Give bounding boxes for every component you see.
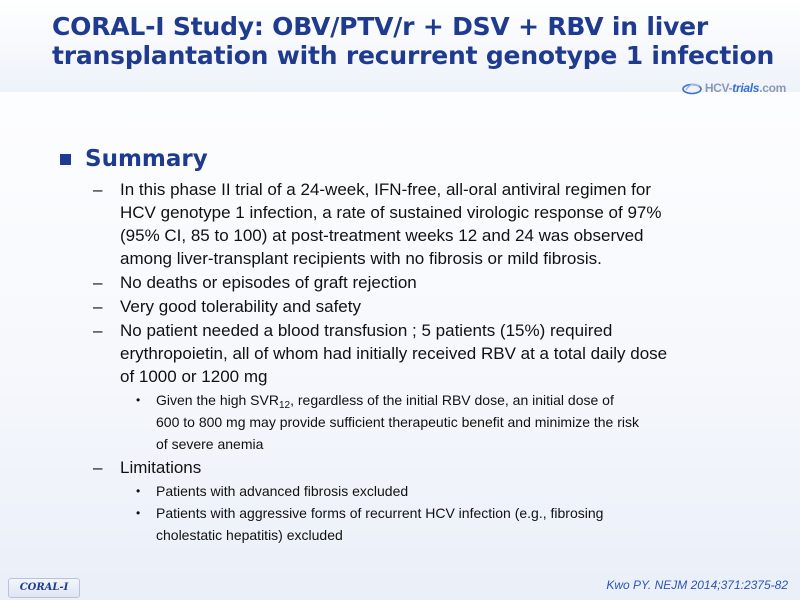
dash-bullet-icon: – (93, 273, 103, 292)
logo-text-accent: trials (732, 81, 760, 95)
dash-bullet-icon: – (93, 458, 103, 477)
limitations-label: Limitations (120, 458, 202, 477)
summary-item-limitations (60, 456, 780, 479)
svr-post: , regardless of the initial RBV dose, an initial dose of (290, 392, 614, 408)
summary-heading-text: Summary (85, 146, 208, 172)
trial-line-3: (95% CI, 85 to 100) at post-treatment weeks 12 and 24 was observed (120, 226, 644, 245)
limitation-fibrosis-text: Patients with advanced fibrosis excluded (156, 483, 409, 499)
summary-heading (60, 146, 780, 172)
svr-pre: Given the high SVR (156, 392, 279, 408)
limitation-item-fibrosis (60, 480, 780, 502)
logo-text (705, 81, 786, 95)
dash-bullet-icon: – (93, 297, 103, 316)
limitation-aggressive-line-1: Patients with aggressive forms of recurrent HCV infection (e.g., fibrosing (156, 505, 604, 521)
dot-bullet-icon: • (136, 393, 141, 407)
trial-line-2: HCV genotype 1 infection, a rate of sustained virologic response of 97% (120, 203, 662, 222)
dash-bullet-icon: – (93, 180, 103, 199)
dot-bullet-icon: • (136, 484, 141, 498)
svr-subscript: 12 (278, 400, 291, 411)
summary-item-transfusion (60, 319, 780, 388)
dash-bullet-icon: – (93, 321, 103, 340)
title-line-1: CORAL-I Study: OBV/PTV/r + DSV + RBV in liver (52, 12, 709, 41)
deaths-text: No deaths or episodes of graft rejection (120, 273, 417, 292)
summary-content (60, 146, 780, 546)
hcv-trials-logo (682, 80, 786, 96)
dot-bullet-icon: • (136, 506, 141, 520)
svr-line-1 (156, 389, 780, 411)
summary-item-tolerability (60, 295, 780, 318)
transfusion-line-3: of 1000 or 1200 mg (120, 367, 268, 386)
summary-item-deaths (60, 271, 780, 294)
transfusion-line-2: erythropoietin, all of whom had initially received RBV at a total daily dose (120, 344, 668, 363)
summary-item-trial (60, 178, 780, 270)
title-line-2: transplantation with recurrent genotype 1 infection (52, 41, 775, 70)
trial-line-4: among liver-transplant recipients with no fibrosis or mild fibrosis. (120, 249, 602, 268)
limitation-aggressive-line-2: cholestatic hepatitis) excluded (156, 527, 343, 543)
tolerability-text: Very good tolerability and safety (120, 297, 361, 316)
logo-text-main: HCV- (704, 81, 733, 95)
limitation-item-aggressive (60, 502, 780, 546)
sub-item-svr (60, 389, 780, 455)
slide-title (52, 12, 782, 70)
trial-line-1: In this phase II trial of a 24-week, IFN-free, all-oral antiviral regimen for (120, 180, 651, 199)
study-tag: CORAL-I (8, 578, 80, 598)
transfusion-line-1: No patient needed a blood transfusion ; 5 patients (15%) required (120, 321, 613, 340)
svr-line-2: 600 to 800 mg may provide sufficient therapeutic benefit and minimize the risk (156, 414, 639, 430)
logo-swoosh-icon (682, 81, 702, 95)
logo-text-tail: .com (759, 81, 786, 95)
svr-line-3: of severe anemia (156, 436, 264, 452)
square-bullet-icon (60, 154, 71, 165)
citation: Kwo PY. NEJM 2014;371:2375-82 (606, 578, 788, 592)
